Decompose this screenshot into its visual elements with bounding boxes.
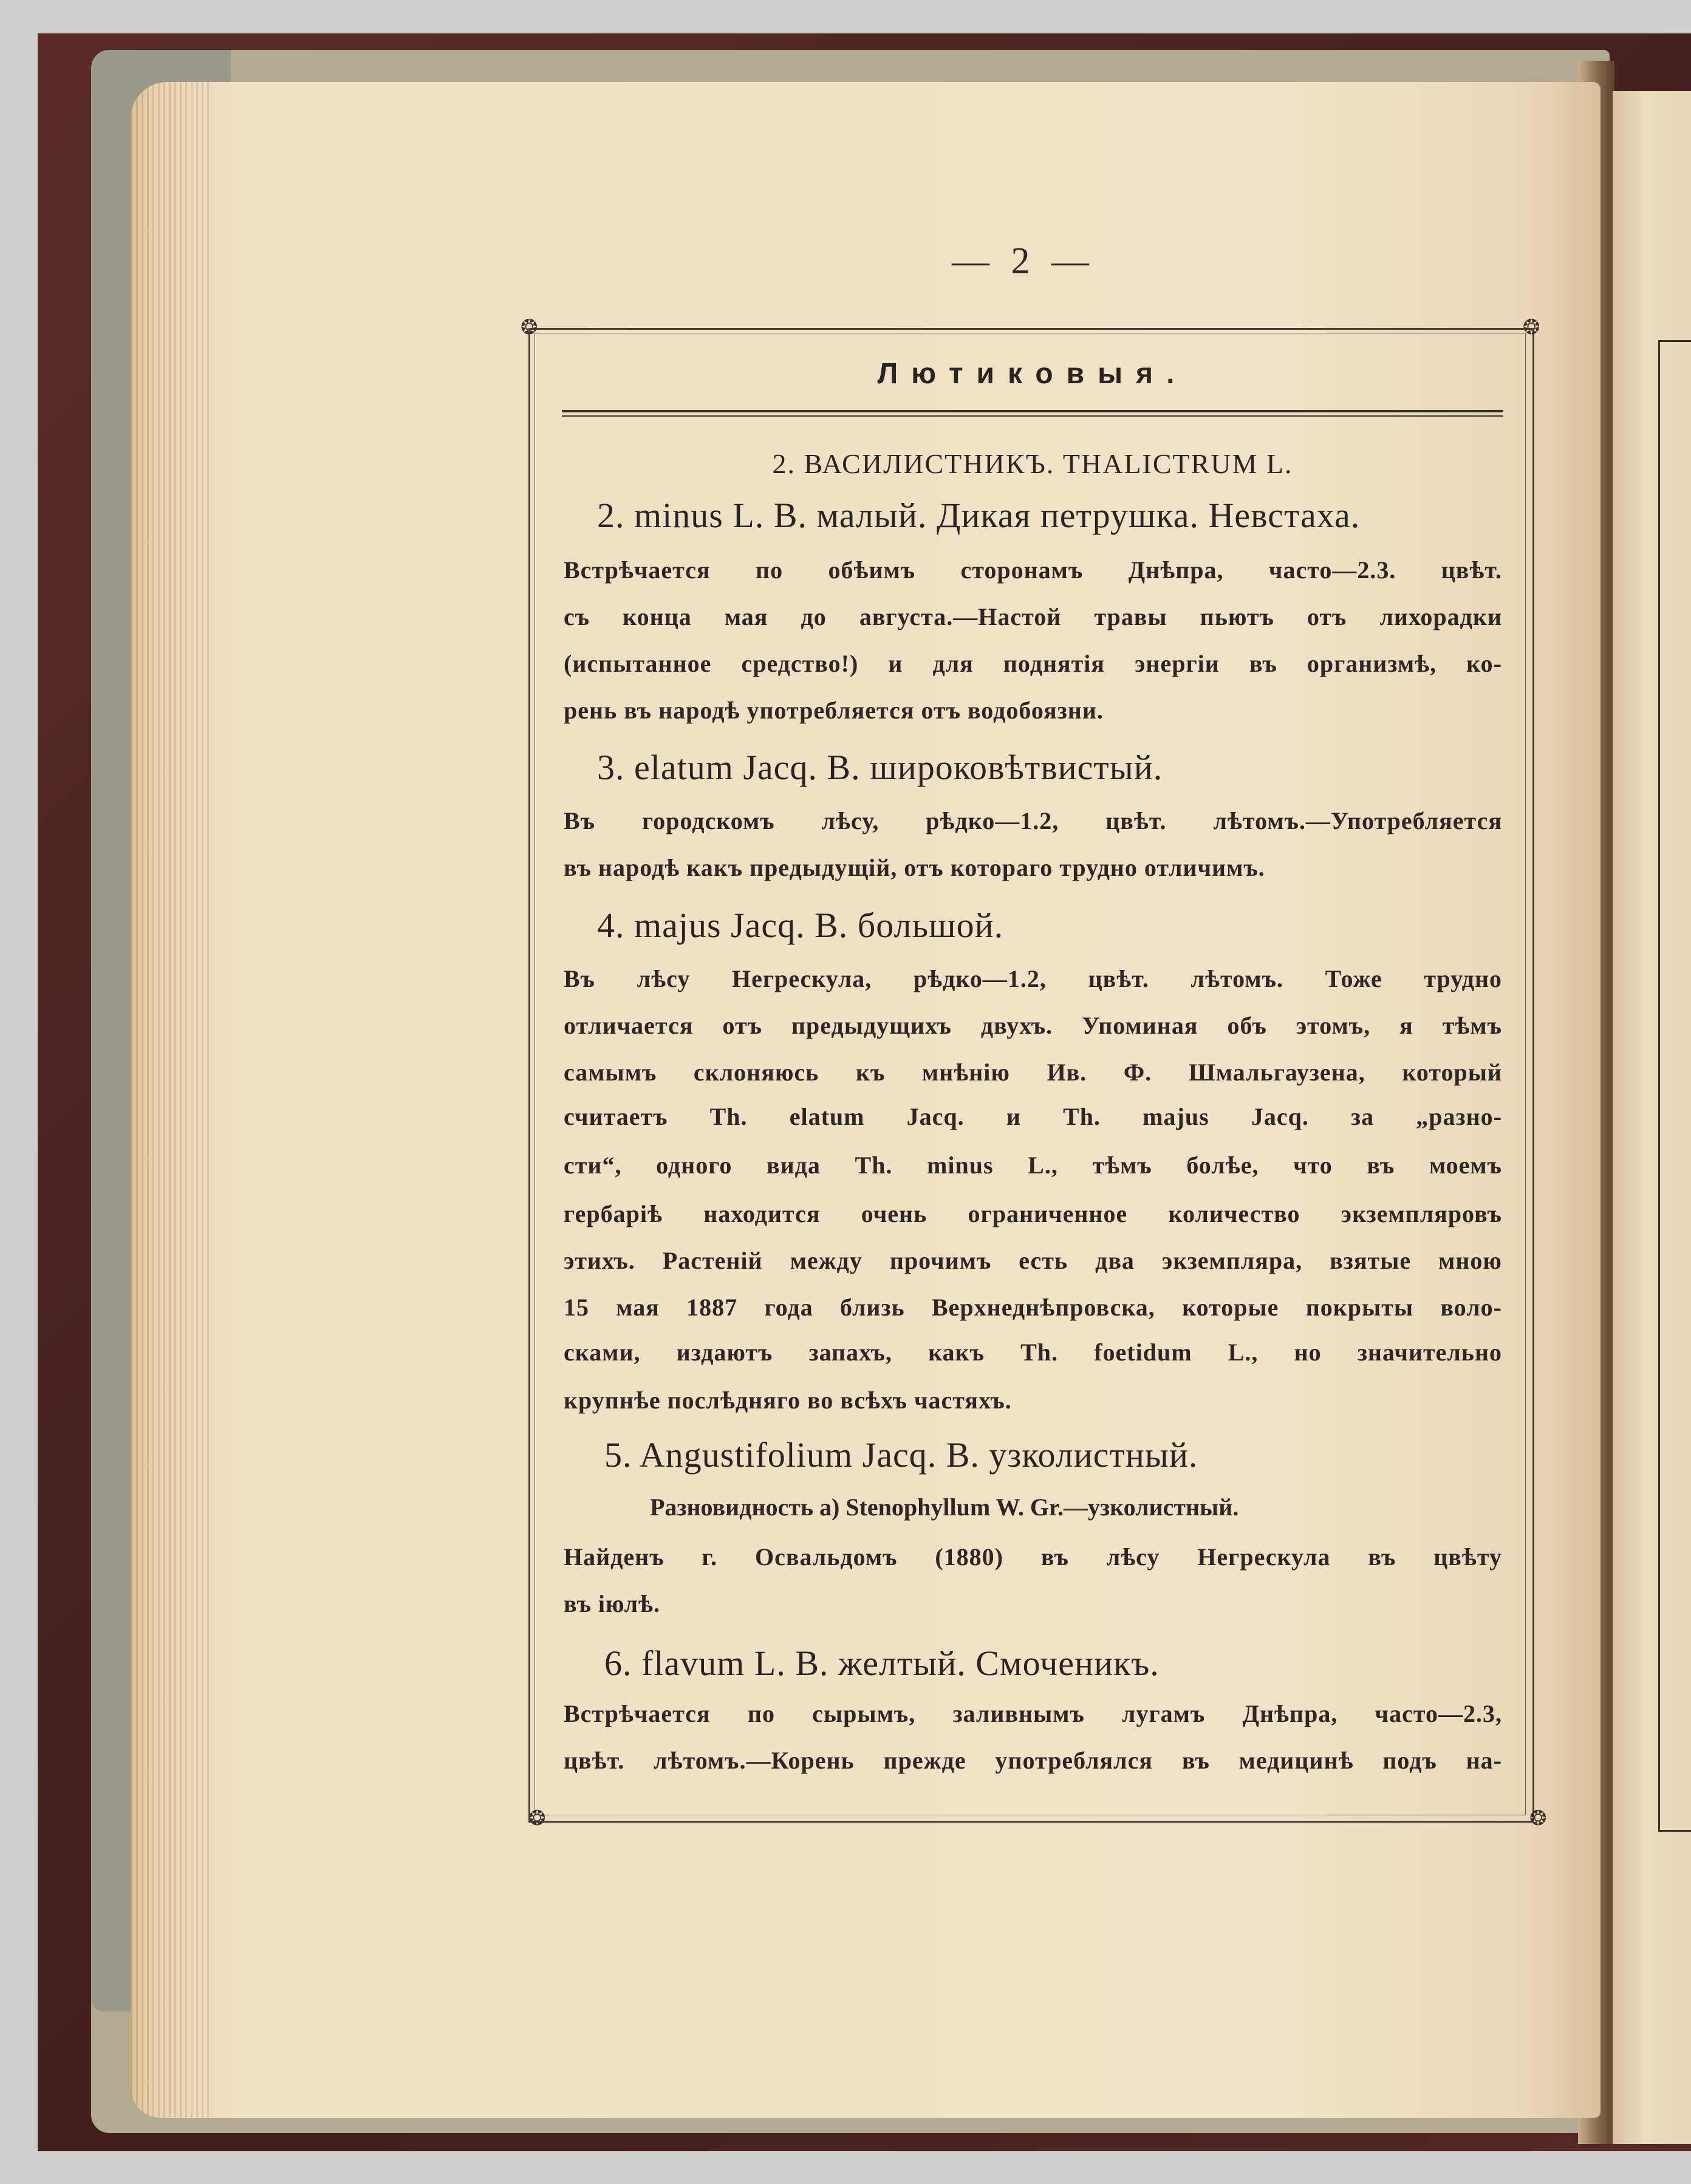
- body-line: крупнѣе послѣдняго во всѣхъ частяхъ.: [564, 1387, 1012, 1414]
- body-line: этихъ. Растеній между прочимъ есть два экземпляра, взятые мною: [564, 1247, 1502, 1274]
- body-line: гербаріѣ находится очень ограниченное количество экземпляровъ: [564, 1200, 1502, 1227]
- frame-ornament-top-left: ❂: [521, 316, 538, 339]
- frame-ornament-top-right: ❂: [1523, 316, 1540, 339]
- body-line: рень въ народѣ употребляется отъ водобоязни.: [564, 697, 1104, 724]
- heading-rule: [562, 415, 1503, 417]
- body-line: сками, издаютъ запахъ, какъ Th. foetidum L., но значительно: [564, 1339, 1502, 1366]
- body-line: самымъ склоняюсь къ мнѣнію Ив. Ф. Шмальгаузена, который: [564, 1059, 1502, 1086]
- frame-ornament-bottom-left: ❂: [528, 1807, 546, 1830]
- family-heading: Лютиковыя.: [877, 358, 1188, 390]
- species-title: 4. majus Jacq. B. большой.: [597, 906, 1004, 945]
- body-line: Въ городскомъ лѣсу, рѣдко—1.2, цвѣт. лѣтомъ.—Употребляется: [564, 807, 1502, 834]
- body-line: Встрѣчается по сырымъ, заливнымъ лугамъ Днѣпра, часто—2.3,: [564, 1700, 1502, 1727]
- body-line: (испытанное средство!) и для поднятія энергіи въ организмѣ, ко-: [564, 650, 1502, 677]
- facing-page-frame: [1658, 340, 1691, 1832]
- page-stack-edge: [131, 82, 210, 2118]
- genus-heading: 2. ВАСИЛИСТНИКЪ. THALICTRUM L.: [772, 448, 1293, 479]
- body-line: сти“, одного вида Th. minus L., тѣмъ болѣе, что въ моемъ: [564, 1152, 1502, 1179]
- body-line: цвѣт. лѣтомъ.—Корень прежде употреблялся въ медицинѣ подъ на-: [564, 1747, 1502, 1774]
- frame-ornament-bottom-right: ❂: [1529, 1807, 1547, 1830]
- body-line: съ конца мая до августа.—Настой травы пьютъ отъ лихорадки: [564, 603, 1502, 630]
- body-line: Встрѣчается по обѣимъ сторонамъ Днѣпра, часто—2.3. цвѣт.: [564, 556, 1502, 584]
- heading-rule: [562, 410, 1503, 412]
- variety-line: Разновидность a) Stenophyllum W. Gr.—узколистный.: [650, 1493, 1239, 1521]
- species-title: 6. flavum L. B. желтый. Смоченикъ.: [604, 1643, 1160, 1683]
- body-line: въ народѣ какъ предыдущій, отъ котораго трудно отличимъ.: [564, 854, 1265, 881]
- species-title: 3. elatum Jacq. B. широковѣтвистый.: [597, 748, 1163, 787]
- body-line: 15 мая 1887 года близь Верхнеднѣпровска, которые покрыты воло-: [564, 1294, 1502, 1321]
- body-line: въ іюлѣ.: [564, 1590, 661, 1617]
- page-number: — 2 —: [952, 241, 1095, 282]
- species-title: 2. minus L. B. малый. Дикая петрушка. Невстаха.: [597, 496, 1361, 535]
- body-line: Найденъ г. Освальдомъ (1880) въ лѣсу Негрескула въ цвѣту: [564, 1543, 1502, 1571]
- body-line: считаетъ Th. elatum Jacq. и Th. majus Jacq. за „разно-: [564, 1103, 1502, 1130]
- body-line: Въ лѣсу Негрескула, рѣдко—1.2, цвѣт. лѣтомъ. Тоже трудно: [564, 965, 1502, 992]
- body-line: отличается отъ предыдущихъ двухъ. Упоминая объ этомъ, я тѣмъ: [564, 1012, 1502, 1039]
- species-title: 5. Angustifolium Jacq. B. узколистный.: [604, 1435, 1198, 1475]
